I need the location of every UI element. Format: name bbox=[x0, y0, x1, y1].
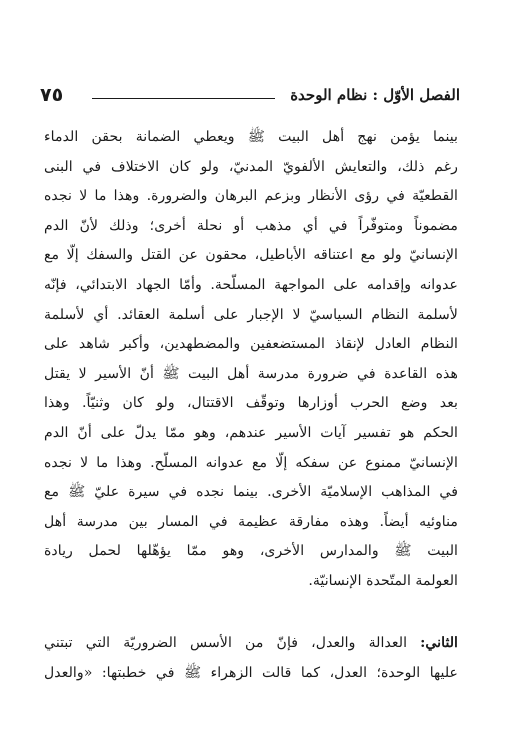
text-line: الحكم هو تفسير آيات الأسير عندهم، وهو ممّا يدلّ على أنّ الدم bbox=[44, 424, 458, 441]
page-number: ٧٥ bbox=[40, 84, 64, 106]
section-lead: الثاني: bbox=[420, 635, 458, 651]
paragraph-1 bbox=[44, 123, 458, 597]
text-line: هذه القاعدة في ضرورة مدرسة أهل البيت ﷺ أنّ الأسير لا يقتل bbox=[44, 365, 458, 382]
page-header bbox=[40, 84, 460, 112]
text-line: الإنسانيّ ولو مع اعتناقه الأباطيل، محقون عن القتل والسفك إلّا مع bbox=[44, 247, 458, 264]
text-line: رغم ذلك، والتعايش الألفويّ المدنيّ، ولو كان الاختلاف في البنى bbox=[44, 158, 458, 175]
paragraph-2 bbox=[44, 629, 458, 688]
running-title: الفصل الأوّل : نظام الوحدة bbox=[290, 86, 460, 104]
text-line: بعد وضع الحرب أوزارها وتوقّف الاقتتال، ولو كان وثنيّاً. وهذا bbox=[44, 395, 458, 412]
text-line: لأسلمة النظام السياسيّ لا الإجبار على أسلمة العقائد. أي لأسلمة bbox=[44, 306, 458, 323]
header-rule bbox=[92, 98, 275, 99]
text-line: في المذاهب الإسلاميّة الأخرى. بينما نجده في سيرة عليّ ﷺ مع bbox=[44, 484, 458, 501]
text-line: مناوئيه أيضاً. وهذه مفارقة عظيمة في المسار بين مدرسة أهل bbox=[44, 513, 458, 530]
text-line: بينما يؤمن نهج أهل البيت ﷺ ويعطي الضمانة بحقن الدماء bbox=[44, 129, 458, 145]
text-line: مضموناً ومتوفّراً في أي مذهب أو نحلة أخرى؛ وذلك لأنّ الدم bbox=[44, 217, 458, 234]
text-line: النظام العادل لإنقاذ المستضعفين والمضطهدين، وأكبر شاهد على bbox=[44, 336, 458, 353]
text-line bbox=[44, 629, 458, 659]
text-line: الإنسانيّ ممنوع عن سفكه إلّا مع عدوانه المسلّح. وهذا ما لا نجده bbox=[44, 454, 458, 471]
text-line: العولمة المتّحدة الإنسانيّة. bbox=[308, 572, 458, 589]
text-line: عدوانه وإقدامه على المواجهة المسلّحة. وأمّا الجهاد الابتدائي، فإنّه bbox=[44, 276, 458, 293]
text-line-rest: العدالة والعدل، فإنّ من الأسس الضروريّة التي تبتني bbox=[44, 635, 421, 651]
text-line: عليها الوحدة؛ العدل، كما قالت الزهراء ﷺ في خطبتها: «والعدل bbox=[44, 664, 458, 681]
text-line: القطعيّة في رؤى الأنظار وبزعم البرهان والضرورة. وهذا ما لا نجده bbox=[44, 188, 458, 205]
text-line: البيت ﷺ والمدارس الأخرى، وهو ممّا يؤهّلها لحمل ريادة bbox=[44, 543, 458, 560]
